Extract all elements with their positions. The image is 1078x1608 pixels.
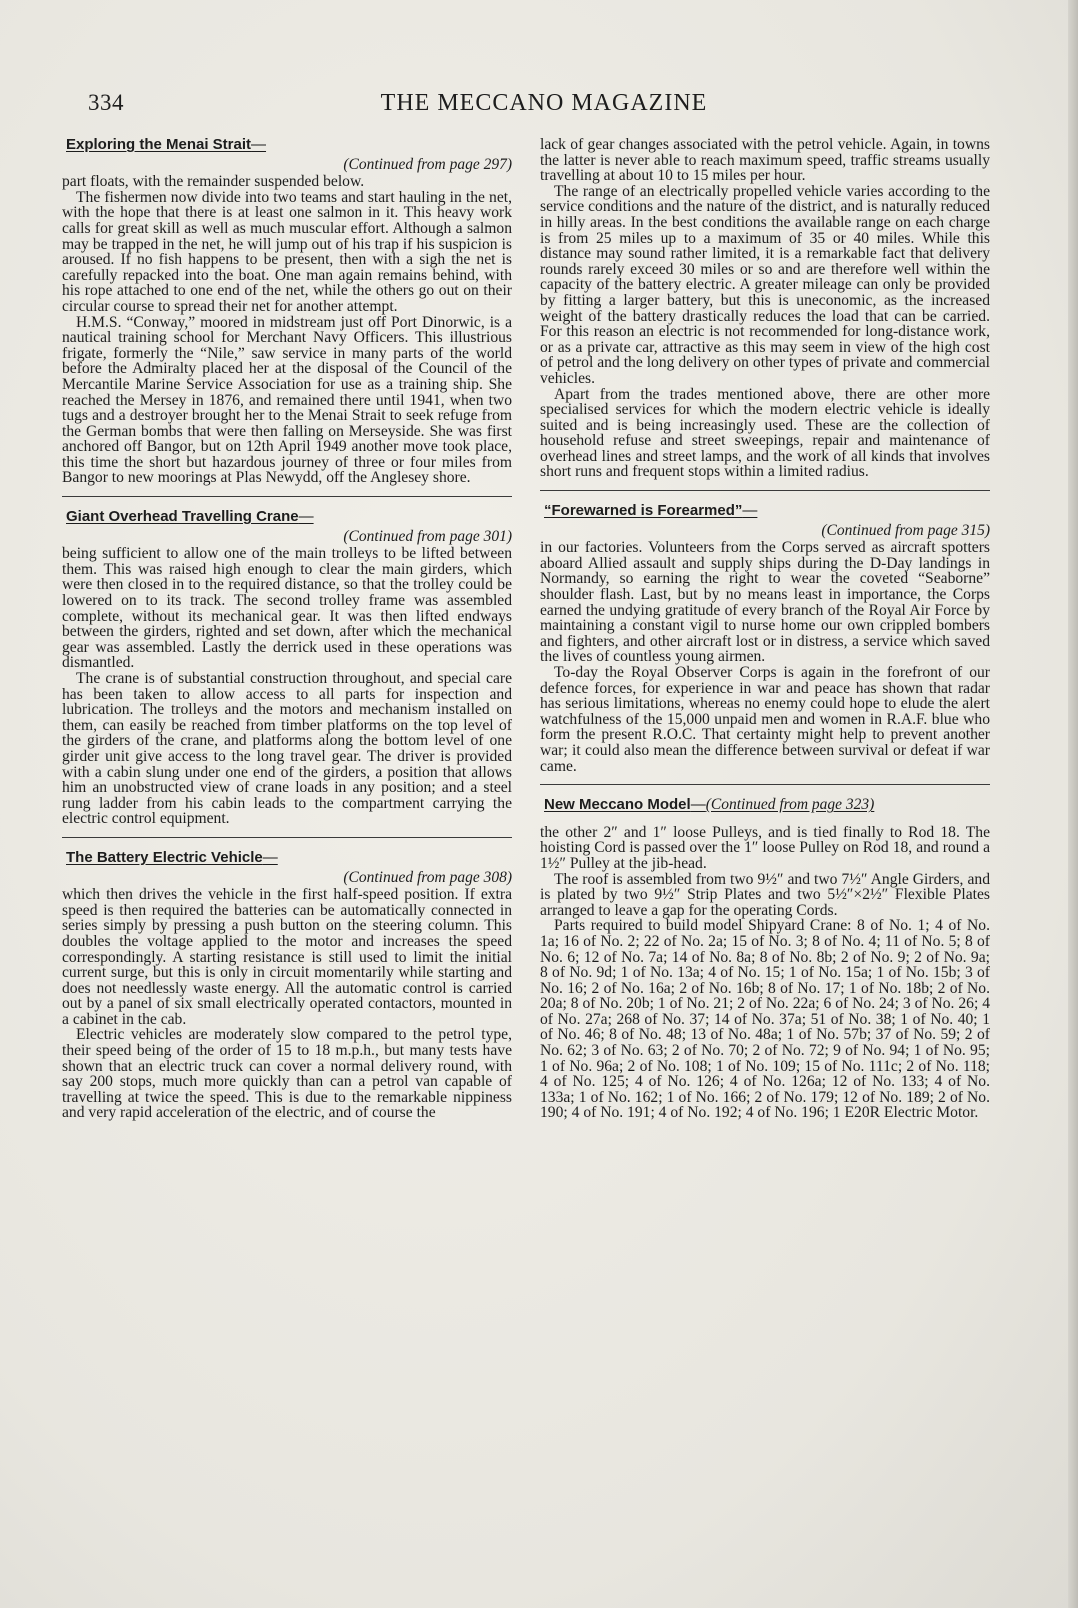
right-column — [540, 137, 990, 1557]
paragraph: in our factories. Volunteers from the Corps served as aircraft spotters aboard Allied assault and supply ships during the D-Day landings in Normandy, so earning the right to wear the coveted “Seaborne” shoulder flash. Last, but by no means least in importance, the Corps earned the undying gratitude of every branch of the Royal Air Force by maintaining a constant vigil to nurse home our own crippled bombers and fighters, and other aircraft lost or in distress, a service which saved the lives of countless young airmen. — [540, 539, 990, 666]
article-title: New Meccano Model—(Continued from page 323) — [544, 796, 875, 814]
article-title: “Forewarned is Forearmed”— — [544, 502, 758, 520]
left-column — [62, 137, 512, 1557]
section-divider — [540, 490, 990, 491]
article-travelling-crane — [62, 509, 512, 827]
paragraph: the other 2″ and 1″ loose Pulleys, and is tied finally to Rod 18. The hoisting Cord is passed over the 1″ loose Pulley on Rod 18, and round a 1½″ Pulley at the jib-head. — [540, 823, 990, 872]
paragraph: The range of an electrically propelled vehicle varies according to the service conditions and the nature of the district, and is naturally reduced in hilly areas. In the best conditions the available range on each charge is from 25 miles up to a maximum of 35 or 40 miles. While this distance may sound rather limited, it is a remarkable fact that delivery rounds rarely exceed 30 miles or so and are therefore well within the capacity of the battery electric. A greater mileage can only be provided by fitting a larger battery, but this is uneconomic, as the increased weight of the battery drastically reduces the load that can be carried. For this reason an electric is not recommended for long-distance work, or as a private car, attractive as this may seem in view of the high cost of petrol and the long delivery on other types of private and commercial vehicles. — [540, 182, 990, 387]
article-title: The Battery Electric Vehicle— — [66, 848, 278, 866]
continued-note: (Continued from page 297) — [343, 155, 512, 173]
paragraph: H.M.S. “Conway,” moored in midstream just off Port Dinorwic, is a nautical training school for Merchant Navy Officers. This illustrious frigate, formerly the “Nile,” saw service in many parts of the world before the Admiralty placed her at the disposal of the Council of the Mercantile Marine Service Association for use as a training ship. She reached the Mersey in 1876, and remained there until 1941, when two tugs and a destroyer brought her to the Menai Strait to seek refuge from the German bombs that were then falling on Merseyside. She was first anchored off Bangor, but on 12th April 1949 another move took place, this time the short but hazardous journey of three or four miles from Bangor to new moorings at Plas Newydd, off the Anglesey shore. — [62, 313, 512, 487]
page-edge — [1068, 0, 1078, 1608]
parts-list: Parts required to build model Shipyard Crane: 8 of No. 1; 4 of No. 1a; 16 of No. 2; 22 of No. 2a; 15 of No. 3; 8 of No. 4; 11 of No. 5; 8 of No. 6; 12 of No. 7a; 14 of No. 8a; 8 of No. 8b; 2 of No. 9; 2 of No. 9a; 8 of No. 9d; 1 of No. 13a; 4 of No. 15; 1 of No. 15a; 1 of No. 15b; 3 of No. 16; 2 of No. 16a; 2 of No. 16b; 8 of No. 17; 1 of No. 18b; 2 of No. 20a; 8 of No. 20b; 1 of No. 21; 2 of No. 22a; 6 of No. 24; 3 of No. 26; 4 of No. 27a; 268 of No. 37; 14 of No. 37a; 51 of No. 38; 1 of No. 40; 1 of No. 46; 8 of No. 48; 13 of No. 48a; 1 of No. 57b; 37 of No. 59; 2 of No. 62; 3 of No. 63; 2 of No. 70; 2 of No. 72; 9 of No. 94; 1 of No. 95; 1 of No. 96a; 2 of No. 108; 1 of No. 109; 15 of No. 111c; 2 of No. 118; 4 of No. 125; 4 of No. 126; 4 of No. 126a; 12 of No. 133; 4 of No. 133a; 1 of No. 162; 1 of No. 166; 2 of No. 179; 12 of No. 189; 2 of No. 190; 4 of No. 191; 4 of No. 192; 4 of No. 196; 1 E20R Electric Motor. — [540, 917, 990, 1122]
page-header — [88, 90, 1000, 126]
continued-note: (Continued from page 323) — [705, 796, 875, 814]
article-title: Giant Overhead Travelling Crane— — [66, 508, 314, 526]
section-divider — [62, 496, 512, 497]
section-divider — [62, 837, 512, 838]
article-battery-electric-vehicle-continued — [540, 137, 990, 480]
paragraph: Apart from the trades mentioned above, there are other more specialised services for which the modern electric vehicle is ideally suited and is being increasingly used. These are the collection of household refuse and street sweepings, repair and maintenance of overhead lines and street lamps, and the work of all kinds that involves short runs and frequent stops within a limited radius. — [540, 385, 990, 481]
paragraph: To-day the Royal Observer Corps is again in the forefront of our defence forces, for experience in war and peace has shown that radar has serious limitations, whereas no enemy could hope to elude the alert watchfulness of the 15,000 unpaid men and women in R.A.F. blue who form the present R.O.C. That certainty might help to prevent another war; it could also mean the difference between survival or defeat if war came. — [540, 664, 990, 775]
paragraph: Electric vehicles are moderately slow compared to the petrol type, their speed being of the order of 15 to 18 m.p.h., but many tests have shown that an electric truck can cover a normal delivery round, with say 200 stops, much more quickly than can a petrol van capable of travelling at twice the speed. This is due to the remarkable nippiness and very rapid acceleration of the electric, and of course the — [62, 1026, 512, 1122]
continued-note: (Continued from page 308) — [343, 868, 512, 886]
article-forewarned — [540, 503, 990, 774]
paragraph: which then drives the vehicle in the first half-speed position. If extra speed is then required the batteries can be automatically connected in series simply by pressing a push button on the steering column. This doubles the voltage applied to the motor and increases the speed correspondingly. A starting resistance is still used to limit the initial current surge, but this is only in circuit momentarily while starting and does not needlessly waste energy. All the automatic control is carried out by a panel of six small electrically operated contactors, mounted in a cabinet in the cab. — [62, 886, 512, 1028]
paragraph: The crane is of substantial construction throughout, and special care has been taken to allow access to all parts for inspection and lubrication. The trolleys and the motors and mechanism installed on them, can easily be reached from timber platforms on the top level of the girders of the crane, and platforms along the bottom level of one girder unit give access to the long travel gear. The driver is provided with a cabin slung under one end of the girders, a position that allows him an unobstructed view of crane loads in any position; and a steel rung ladder from his cabin leads to the compartment carrying the electric control equipment. — [62, 670, 512, 828]
page-title: THE MECCANO MAGAZINE — [380, 90, 708, 116]
article-title: Exploring the Menai Strait— — [66, 137, 267, 153]
paragraph: lack of gear changes associated with the petrol vehicle. Again, in towns the latter is never able to reach maximum speed, traffic streams usually travelling at about 10 to 15 miles per hour. — [540, 137, 990, 185]
article-new-meccano-model — [540, 797, 990, 1121]
page-number: 334 — [88, 90, 124, 115]
section-divider — [540, 784, 990, 785]
paragraph: being sufficient to allow one of the main trolleys to be lifted between them. This was raised high enough to clear the main girders, which were then closed in to the required distance, so that the trolley could be lowered on to its track. The second trolley frame was assembled complete, without its mechanical gear. It was then lifted endways between the girders, righted and set down, after which the mechanical gear was assembled. Lastly the derrick used in these operations was dismantled. — [62, 545, 512, 672]
continued-note: (Continued from page 301) — [343, 527, 512, 545]
article-battery-electric-vehicle — [62, 850, 512, 1121]
paragraph: The roof is assembled from two 9½″ and two 7½″ Angle Girders, and is plated by two 9½″ Strip Plates and two 5½″×2½″ Flexible Plates arranged to leave a gap for the operating Cords. — [540, 870, 990, 919]
paragraph: The fishermen now divide into two teams and start hauling in the net, with the hope that there is at least one salmon in it. This heavy work calls for great skill as well as much muscular effort. Although a salmon may be trapped in the net, he will jump out of his trap if his suspicion is aroused. If no fish happens to be present, then with a sigh the net is carefully repacked into the boat. One man again remains behind, with his rope attached to one end of the net, while the others go out on their circular course to spread their net for another attempt. — [62, 188, 512, 315]
continued-note: (Continued from page 315) — [821, 521, 990, 539]
article-menai-strait — [62, 137, 512, 486]
paragraph: part floats, with the remainder suspended below. — [62, 173, 365, 191]
